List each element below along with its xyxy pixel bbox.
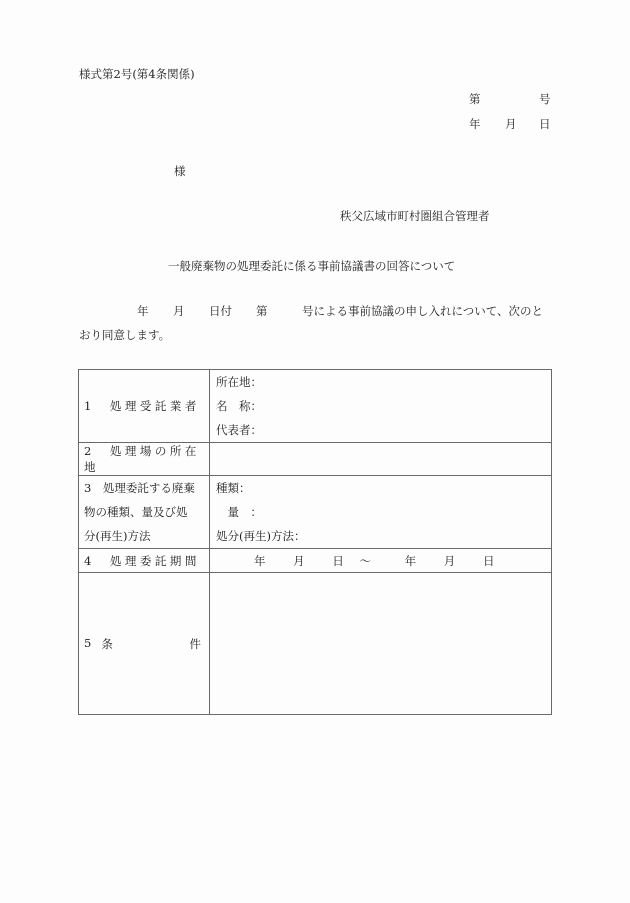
date-year: 年 xyxy=(469,117,481,131)
addressee-honorific: 様 xyxy=(174,164,186,178)
body-line1-rest: 号による事前協議の申し入れについて、次のと xyxy=(302,304,544,318)
body-line2: おり同意します。 xyxy=(79,328,171,342)
period-end-year: 年 xyxy=(404,553,417,568)
label-waste-line2: 物の種類、量及び処 xyxy=(84,505,188,519)
period-start-month: 月 xyxy=(293,553,305,568)
consent-table xyxy=(78,369,552,715)
form-number: 様式第2号(第4条関係) xyxy=(79,67,195,81)
label-waste-line1: 3 処理委託する廃棄 xyxy=(84,481,195,495)
label-conditions-a: 条 xyxy=(101,636,113,651)
field-representative: 代表者： xyxy=(216,423,262,437)
field-address: 所在地： xyxy=(216,375,262,389)
body-day: 日付 xyxy=(209,304,232,318)
table-row-conditions xyxy=(79,573,552,715)
table-row-period xyxy=(79,549,552,573)
table-row-contractor xyxy=(79,370,552,443)
document-title: 一般廃棄物の処理委託に係る事前協議書の回答について xyxy=(168,259,456,273)
doc-number-prefix: 第 xyxy=(469,92,481,106)
body-year: 年 xyxy=(137,304,149,318)
field-disposal-method: 処分(再生)方法： xyxy=(216,529,306,543)
period-tilde: ～ xyxy=(359,553,371,568)
table-row-waste xyxy=(79,476,552,549)
label-period: 4 処理委託期間 xyxy=(79,549,210,573)
field-waste-amount: 量 ： xyxy=(216,505,262,519)
label-conditions-num: 5 xyxy=(84,635,92,650)
field-period xyxy=(210,549,552,573)
field-conditions[interactable] xyxy=(210,573,552,715)
label-conditions-b: 件 xyxy=(189,636,201,651)
period-end-day: 日 xyxy=(482,553,495,568)
field-name: 名 称： xyxy=(216,399,262,413)
date-month: 月 xyxy=(505,117,517,131)
field-waste-type: 種類： xyxy=(216,481,251,495)
sender-name: 秩父広域市町村圏組合管理者 xyxy=(340,209,490,223)
label-facility-location: 2 処理場の所在地 xyxy=(79,443,210,476)
table-row-facility xyxy=(79,443,552,476)
period-start-year: 年 xyxy=(254,553,266,568)
body-no: 第 xyxy=(256,304,268,318)
label-waste-line3: 分(再生)方法 xyxy=(84,529,151,543)
body-month: 月 xyxy=(173,304,185,318)
label-contractor: 1 処理受託業者 xyxy=(79,370,210,443)
date-day: 日 xyxy=(539,117,551,131)
field-facility-location[interactable] xyxy=(210,443,552,476)
doc-number-suffix: 号 xyxy=(539,92,551,106)
period-start-day: 日 xyxy=(332,553,344,568)
period-end-month: 月 xyxy=(443,553,456,568)
